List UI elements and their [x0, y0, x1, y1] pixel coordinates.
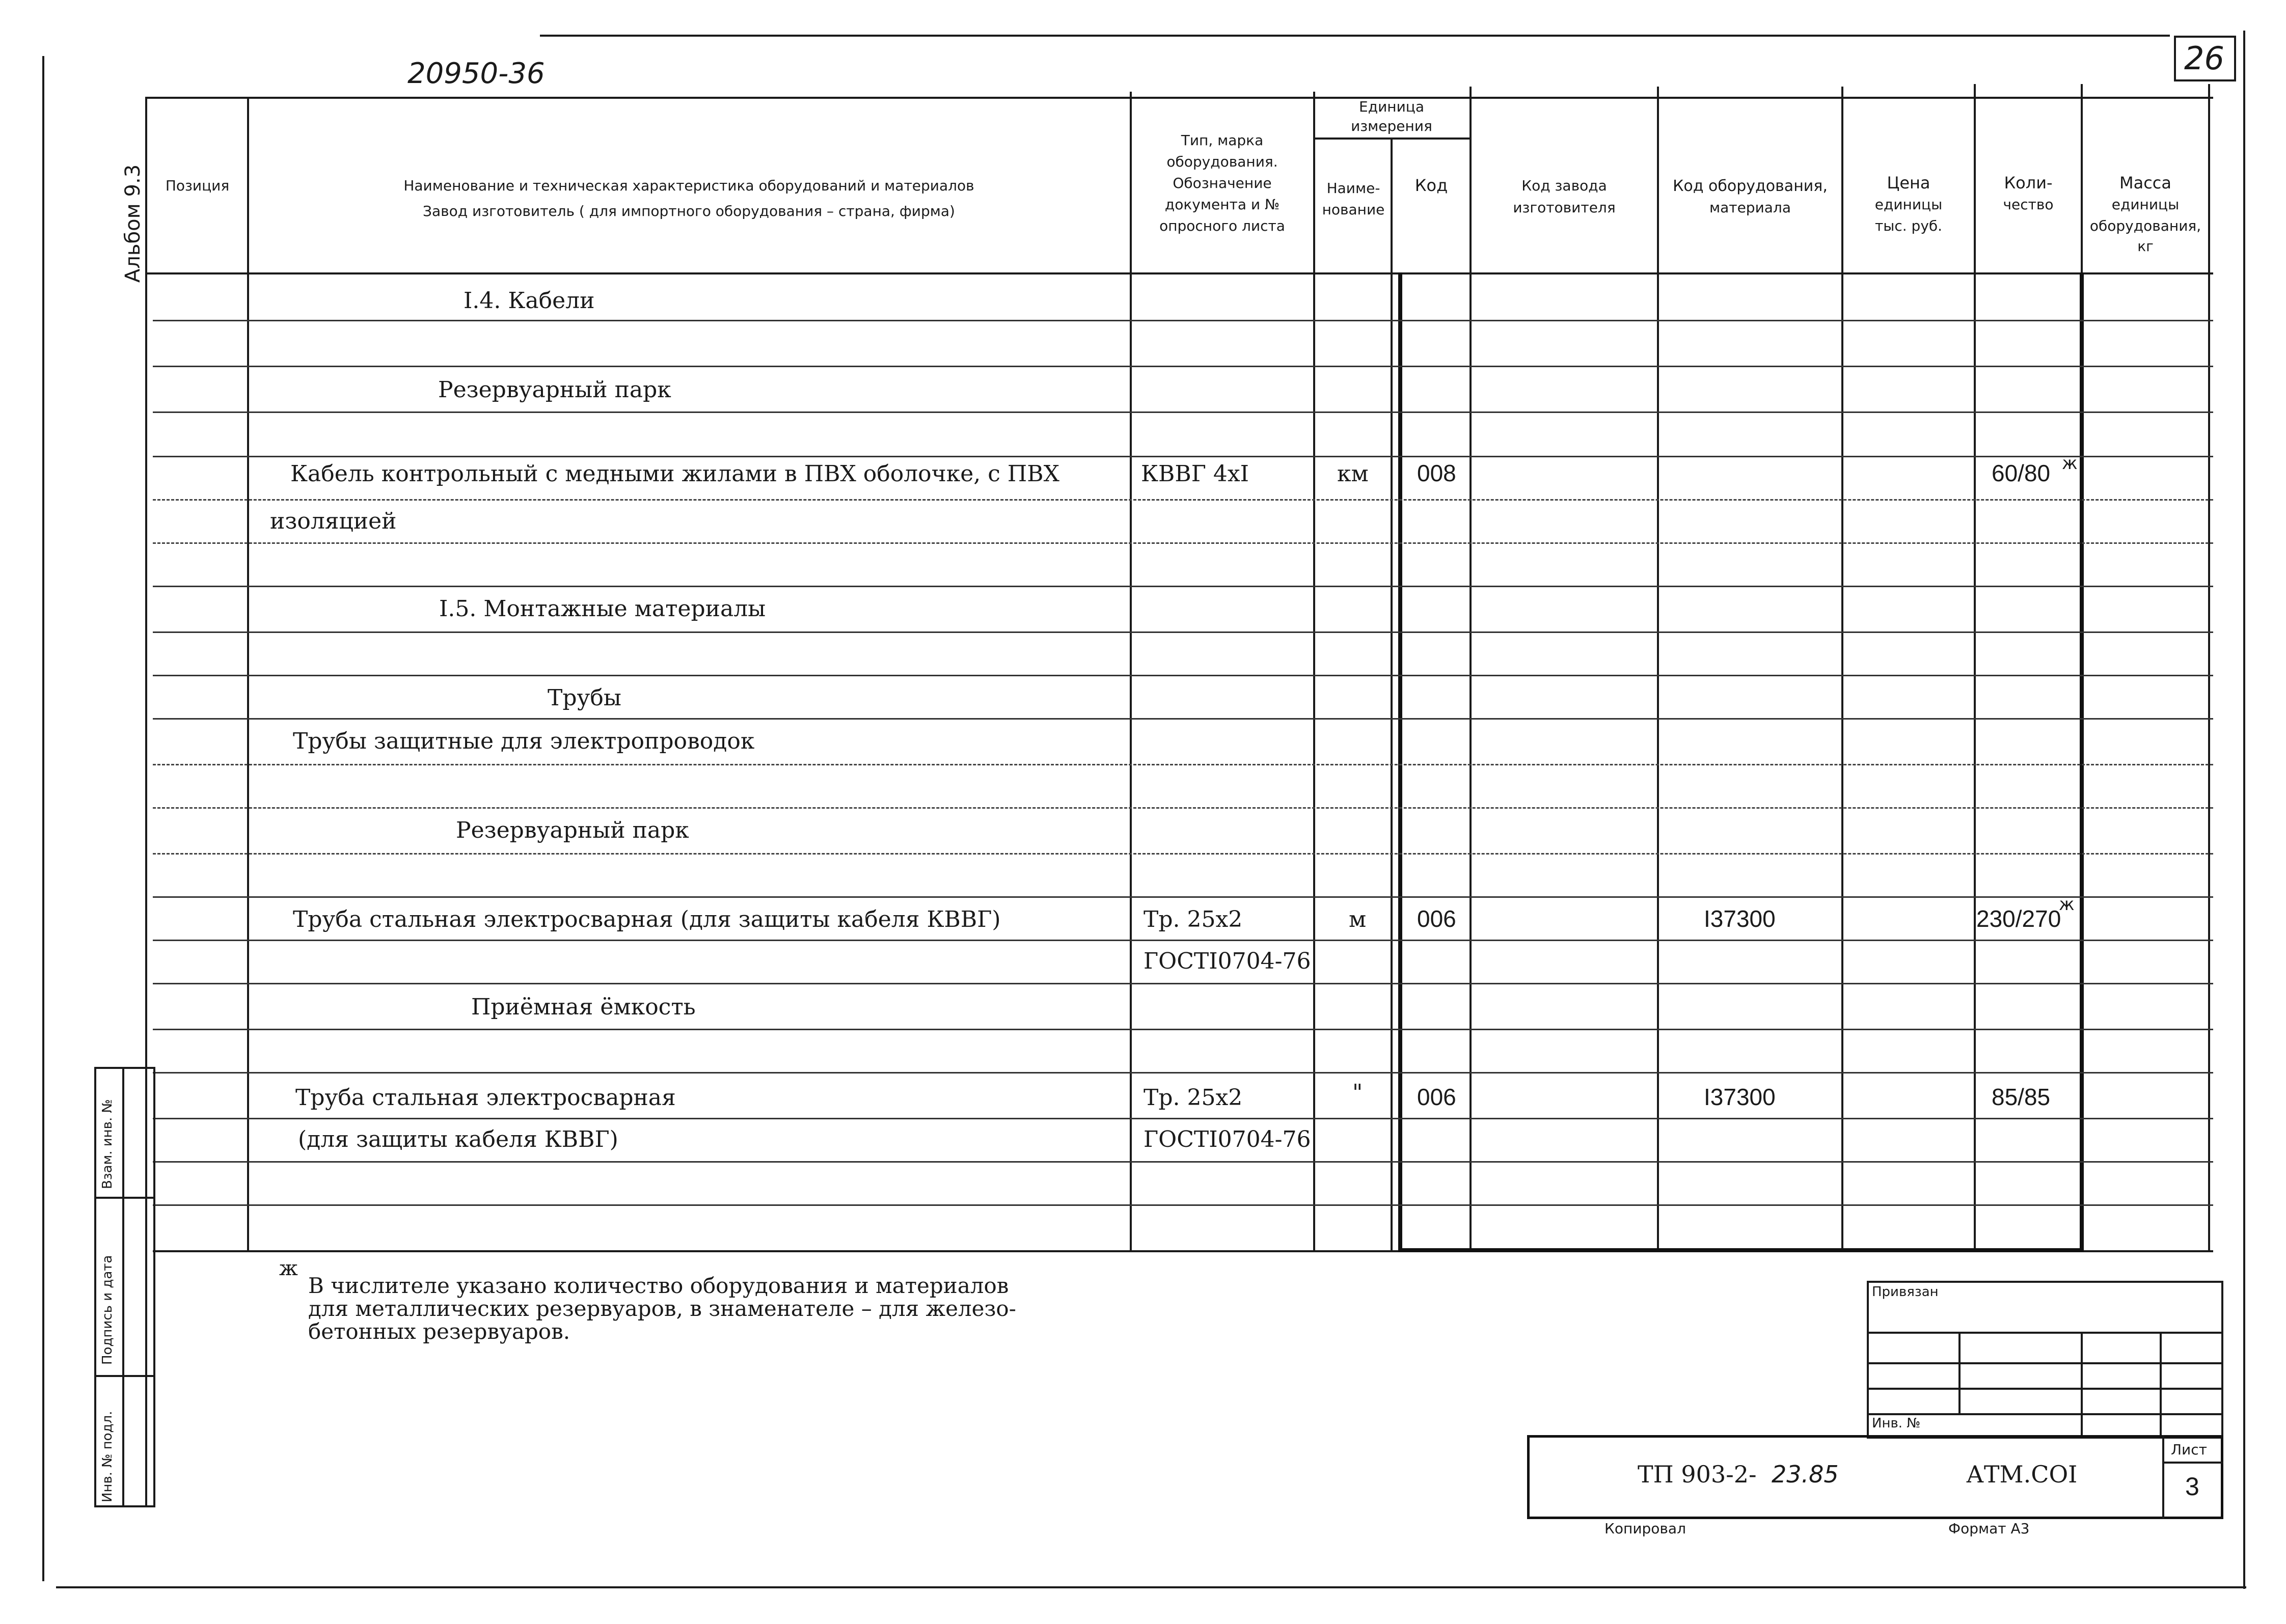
item-pipe2-name-cont: (для защиты кабеля КВВГ)	[298, 1126, 618, 1152]
col-line-name	[1130, 92, 1132, 1250]
section-cables-title: I.4. Кабели	[464, 288, 595, 314]
outer-right-border	[2243, 31, 2245, 1589]
side-stamp-row	[94, 1375, 155, 1377]
item-pipe2-type: Тр. 25х2	[1144, 1085, 1243, 1111]
header-name-line1: Наименование и техническая характеристика оборудований и материалов	[403, 177, 974, 194]
row-line	[153, 411, 2213, 413]
footnote-line-1: В числителе указано количество оборудования и материалов	[308, 1273, 1009, 1298]
col-line-type	[1313, 92, 1315, 1250]
row-line	[153, 940, 2213, 941]
row-line	[153, 718, 2213, 720]
outer-top-border	[540, 35, 2170, 37]
col-line-price	[1974, 84, 1976, 1250]
header-plant-code-2: изготовителя	[1513, 199, 1616, 216]
item-pipe1-standard: ГОСТI0704-76	[1144, 948, 1311, 974]
row-dash-line	[153, 499, 2213, 501]
row-dash-line	[153, 853, 2213, 855]
header-unit-code: Код	[1414, 176, 1448, 196]
side-stamp-row	[94, 1197, 155, 1199]
row-line	[153, 586, 2213, 587]
row-dash-line	[153, 764, 2213, 765]
privyazan-row	[1867, 1332, 2223, 1334]
row-line	[153, 1204, 2213, 1206]
side-stamp-vzam-inv: Взам. инв. №	[100, 1099, 115, 1189]
header-quantity-2: чество	[2003, 196, 2054, 213]
item-pipe2-code: 006	[1417, 1084, 1456, 1110]
row-line	[153, 1118, 2213, 1119]
item-cable-footnote-mark: ж	[2062, 453, 2078, 474]
side-stamp-inv-podl: Инв. № подл.	[100, 1411, 115, 1502]
item-pipe2-standard: ГОСТI0704-76	[1144, 1126, 1311, 1152]
item-cable-code: 008	[1417, 460, 1456, 486]
item-cable-qty: 60/80	[1992, 460, 2051, 486]
thick-block-left	[1398, 272, 1402, 1252]
side-stamp-divider	[122, 1067, 124, 1507]
footnote-line-3: бетонных резервуаров.	[308, 1319, 570, 1344]
row-line	[153, 983, 2213, 984]
header-type-line: документа и №	[1164, 196, 1280, 213]
privyazan-col	[2160, 1332, 2162, 1439]
row-line	[153, 1029, 2213, 1030]
header-unit-group-2: измерения	[1351, 117, 1432, 134]
col-line-plant-code	[1657, 87, 1659, 1250]
item-pipe2-name: Труба стальная электросварная	[295, 1085, 676, 1111]
row-line	[153, 1072, 2213, 1074]
side-stamp-podpis-data: Подпись и дата	[100, 1255, 115, 1365]
thick-block-bottom	[1398, 1248, 2084, 1252]
row-line	[153, 320, 2213, 321]
header-equip-code-1: Код оборудования,	[1673, 177, 1828, 195]
row-line	[153, 366, 2213, 367]
row-dash-line	[153, 542, 2213, 544]
item-pipes-protective: Трубы защитные для электропроводок	[293, 728, 755, 754]
header-position: Позиция	[165, 177, 230, 194]
subsection-receiving-tank: Приёмная ёмкость	[471, 994, 696, 1020]
item-cable-type: КВВГ 4хI	[1141, 461, 1249, 487]
page-number-handwritten: 26	[2184, 40, 2224, 77]
item-pipe1-unit: м	[1349, 906, 1367, 932]
section-mounting-title: I.5. Монтажные материалы	[439, 596, 766, 622]
sheet-number: 3	[2185, 1472, 2199, 1501]
doc-number-handwritten: 20950-36	[407, 57, 545, 90]
header-equip-code-2: материала	[1709, 199, 1791, 216]
row-line	[153, 1161, 2213, 1163]
unit-group-separator	[1313, 137, 1469, 140]
header-type-line: Обозначение	[1173, 174, 1272, 191]
subsection-tank-park: Резервуарный парк	[438, 377, 671, 403]
row-line	[153, 896, 2213, 898]
header-price-1: Цена	[1887, 173, 1930, 193]
item-pipe2-unit: "	[1352, 1080, 1363, 1106]
header-unit-name-1: Наиме-	[1326, 179, 1380, 197]
format-label: Формат А3	[1948, 1520, 2030, 1537]
privyazan-row	[1867, 1362, 2223, 1364]
table-header-bottom	[145, 272, 2213, 274]
footnote-line-2: для металлических резервуаров, в знаменателе – для железо-	[308, 1296, 1016, 1321]
header-name-line2: Завод изготовитель ( для импортного оборудования – страна, фирма)	[423, 202, 955, 219]
header-quantity-1: Коли-	[2004, 173, 2053, 193]
item-pipe1-name: Труба стальная электросварная (для защиты кабеля КВВГ)	[293, 906, 1001, 932]
header-mass-1: Масса	[2119, 173, 2171, 193]
col-line-unit-code	[1469, 87, 1472, 1250]
item-pipe1-equip: I37300	[1704, 905, 1776, 932]
header-mass-4: кг	[2137, 237, 2154, 255]
header-mass-2: единицы	[2111, 196, 2180, 213]
col-line-mass	[2208, 84, 2210, 1250]
item-pipe1-type: Тр. 25х2	[1144, 906, 1243, 932]
item-pipe2-equip: I37300	[1704, 1084, 1776, 1110]
thick-block-right	[2080, 272, 2084, 1252]
header-type-line: Тип, марка	[1181, 131, 1264, 149]
item-pipe1-code: 006	[1417, 905, 1456, 932]
header-price-3: тыс. руб.	[1874, 217, 1943, 234]
row-line	[153, 456, 2213, 457]
item-pipe1-qty: 230/270	[1976, 905, 2061, 932]
col-line-position	[247, 97, 249, 1250]
doc-code-handwritten: 23.85	[1772, 1461, 1839, 1488]
header-type-line: опросного листа	[1159, 217, 1285, 234]
table-top-border	[145, 97, 2213, 99]
title-block-sheet-row	[2162, 1462, 2223, 1464]
privyazan-label: Привязан	[1872, 1284, 1939, 1300]
item-cable-name-cont: изоляцией	[270, 508, 397, 534]
header-price-2: единицы	[1874, 196, 1943, 213]
row-dash-line	[153, 807, 2213, 809]
item-pipe2-qty: 85/85	[1992, 1084, 2051, 1110]
header-type-block	[1132, 130, 1313, 257]
item-cable-name: Кабель контрольный с медными жилами в ПВХ оболочке, с ПВХ	[290, 461, 1059, 487]
title-block	[1527, 1435, 2223, 1519]
doc-code-prefix: ТП 903-2-	[1638, 1461, 1757, 1488]
privyazan-col	[2081, 1332, 2083, 1439]
title-block-sheet-divider	[2162, 1435, 2164, 1519]
header-plant-code-1: Код завода	[1521, 177, 1607, 194]
item-pipe1-footnote-mark: ж	[2059, 894, 2075, 915]
privyazan-col	[1958, 1332, 1961, 1413]
outer-bottom-border	[56, 1586, 2246, 1588]
row-line	[153, 675, 2213, 676]
header-mass-3: оборудования,	[2089, 217, 2201, 234]
col-line-equip-code	[1841, 87, 1843, 1250]
subsection-pipes: Трубы	[548, 685, 621, 711]
header-type-line: оборудования.	[1166, 153, 1278, 170]
privyazan-row	[1867, 1413, 2223, 1415]
outer-left-border	[42, 56, 44, 1581]
item-cable-unit: км	[1337, 461, 1369, 487]
footnote-mark: ж	[279, 1257, 298, 1280]
album-label: Альбом 9.3	[121, 164, 145, 283]
privyazan-inv-label: Инв. №	[1872, 1416, 1921, 1431]
sheet-label: Лист	[2171, 1441, 2207, 1458]
col-line-unit-name	[1391, 137, 1393, 1250]
copied-label: Копировал	[1604, 1520, 1686, 1537]
header-unit-group-1: Единица	[1359, 98, 1424, 115]
privyazan-row	[1867, 1388, 2223, 1390]
row-line	[153, 631, 2213, 633]
header-unit-name-2: нование	[1322, 201, 1385, 218]
subsection-tank-park-2: Резервуарный парк	[456, 817, 689, 843]
sheet-code: АТМ.COI	[1966, 1461, 2078, 1488]
